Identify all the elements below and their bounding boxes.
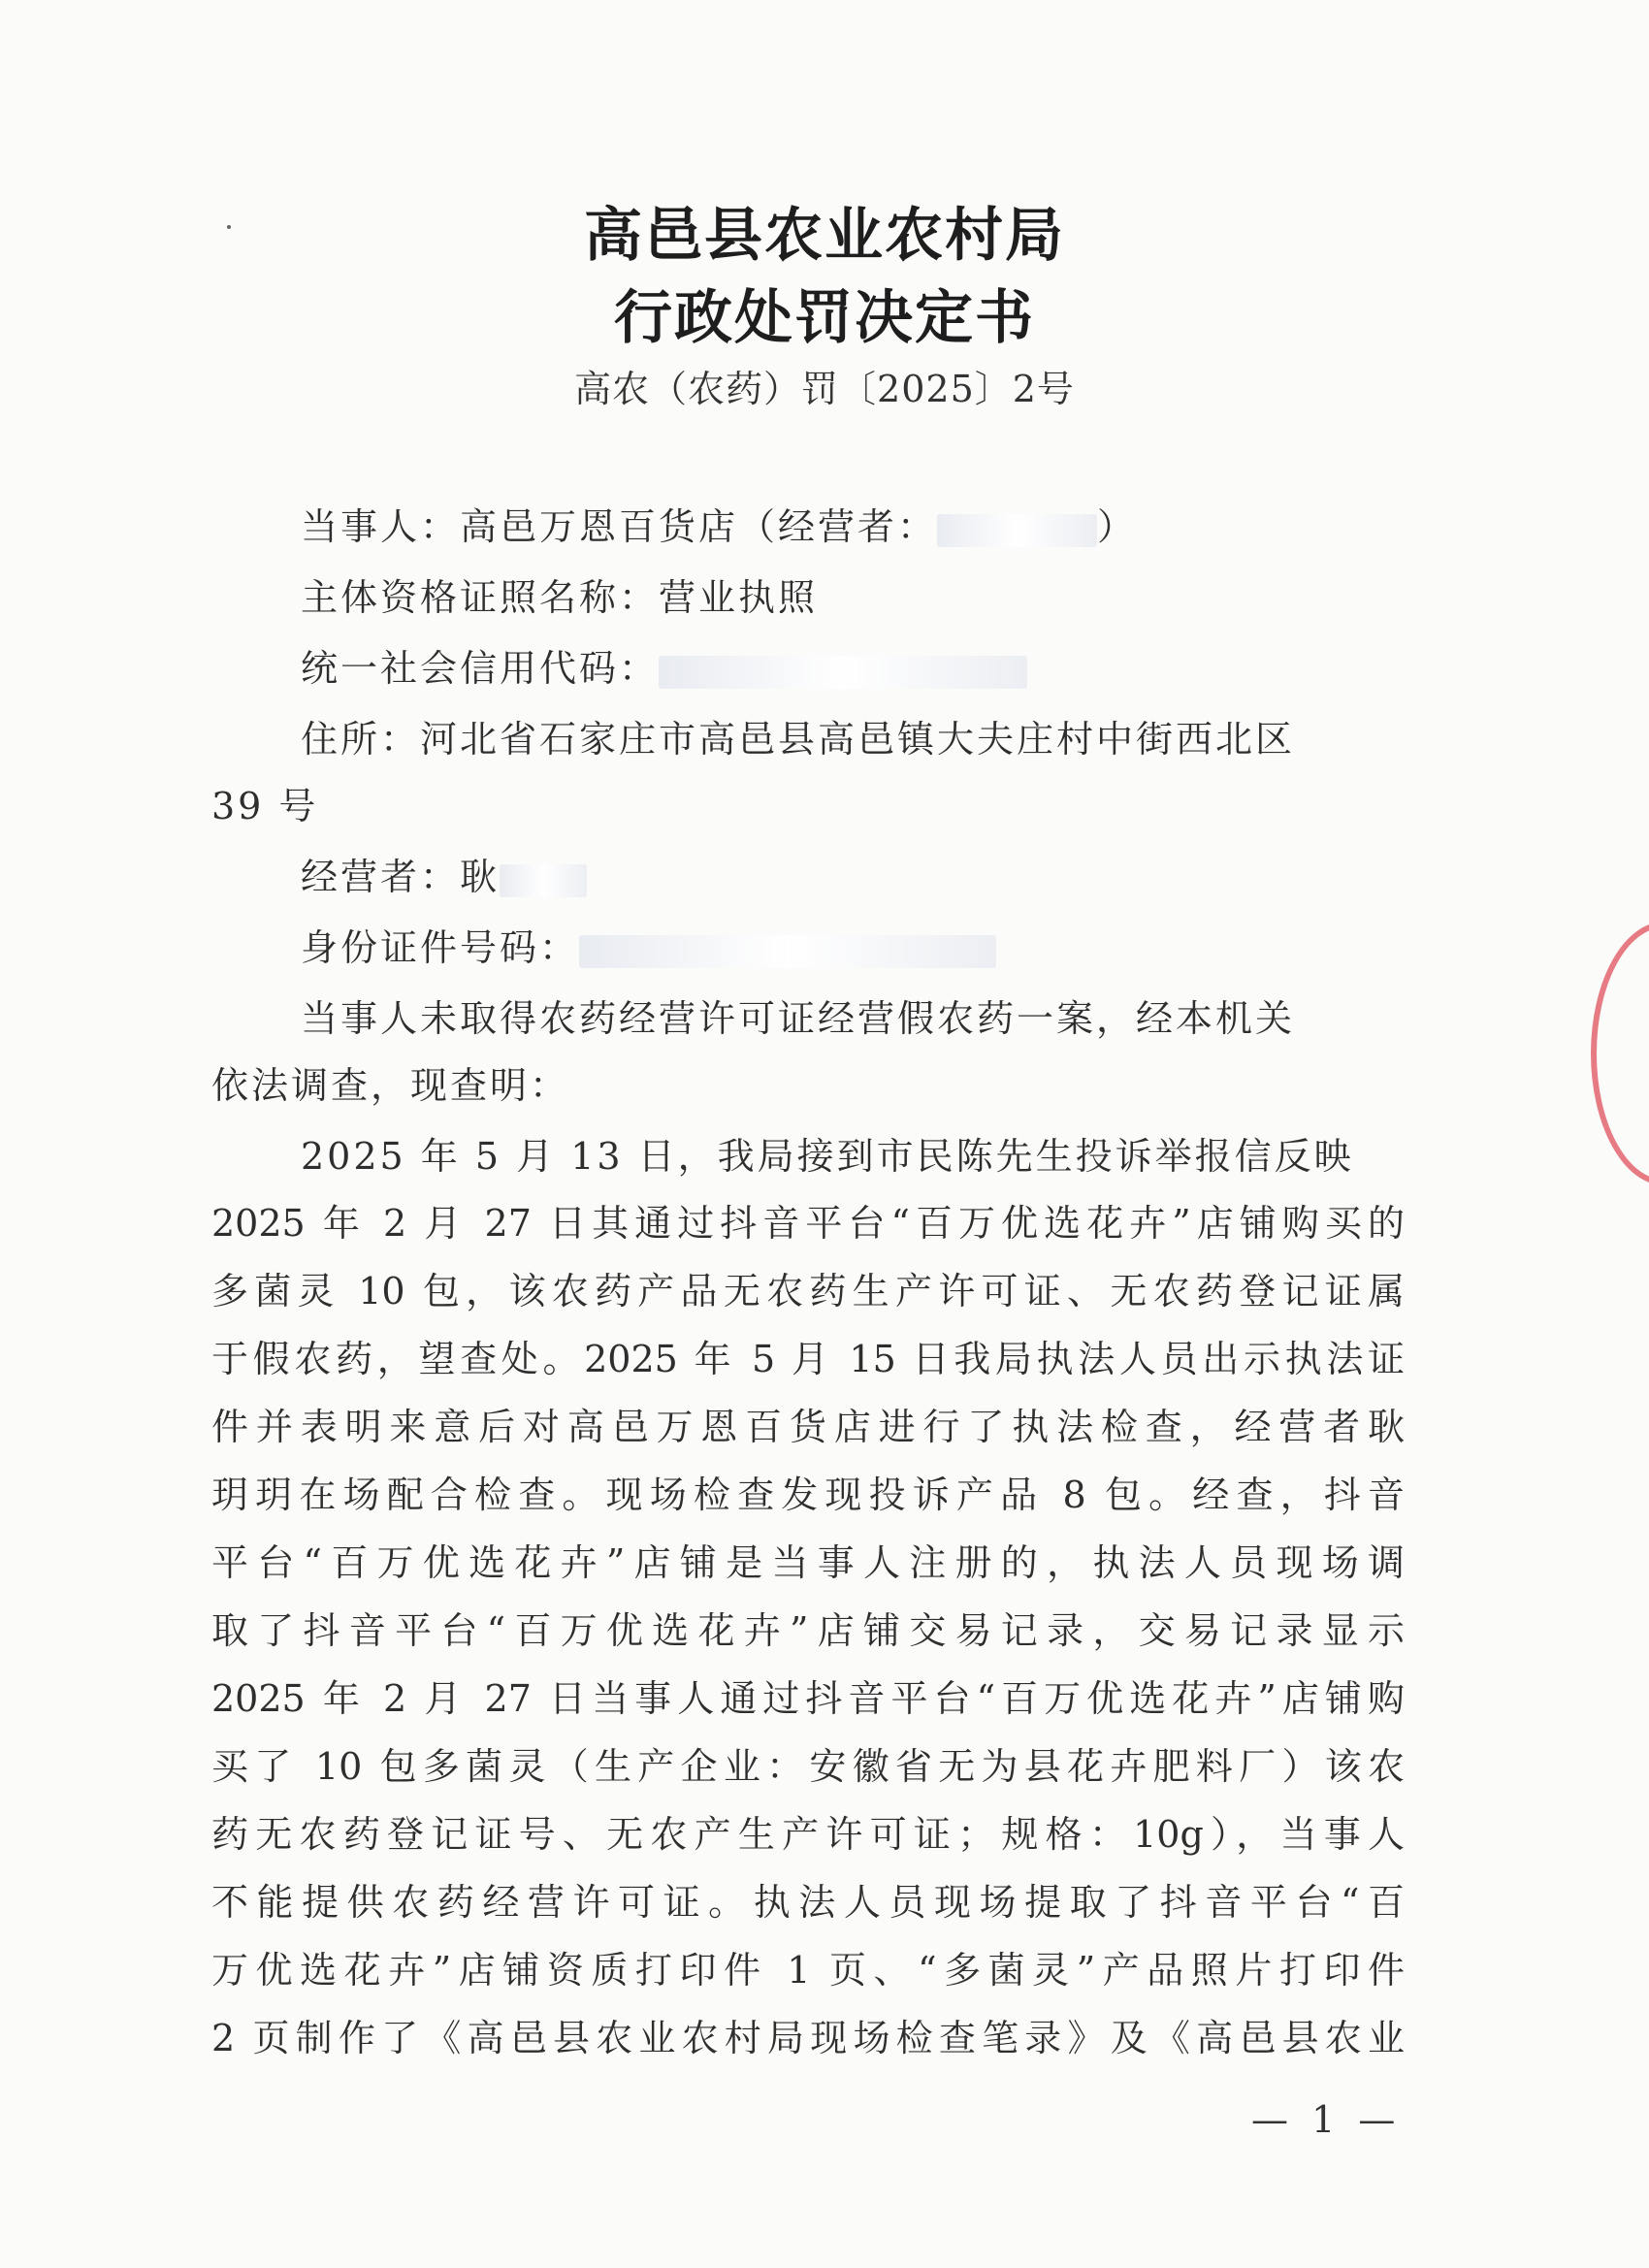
- redacted-id-number: [579, 935, 996, 968]
- document-number: 高农（农药）罚〔2025〕2号: [574, 368, 1075, 410]
- party-name-close: ）: [1097, 505, 1138, 548]
- party-name-text: 当事人：高邑万恩百货店（经营者：: [301, 505, 938, 548]
- body-line: 不能提供农药经营许可证。执法人员现场提取了抖音平台“百: [211, 1881, 1405, 1924]
- license-line: 主体资格证照名称：营业执照: [301, 576, 819, 619]
- operator-label: 经营者：耿: [301, 856, 501, 898]
- credit-code-line: [301, 638, 1027, 692]
- address-line-1: 住所：河北省石家庄市高邑县高邑镇大夫庄村中街西北区: [301, 718, 1296, 761]
- body-line: 2025 年 2 月 27 日其通过抖音平台“百万优选花卉”店铺购买的: [211, 1202, 1405, 1245]
- body-line: 药无农药登记证号、无农产生产许可证；规格：10g），当事人: [211, 1813, 1405, 1856]
- body-line: 平台“百万优选花卉”店铺是当事人注册的，执法人员现场调: [211, 1541, 1405, 1584]
- official-seal-edge: [1591, 922, 1649, 1185]
- body-line: 多菌灵 10 包，该农药产品无农药生产许可证、无农药登记证属: [211, 1270, 1405, 1312]
- id-number-line: [301, 918, 996, 971]
- body-line: 件并表明来意后对高邑万恩百货店进行了执法检查，经营者耿: [211, 1406, 1405, 1448]
- body-line: 买了 10 包多菌灵（生产企业：安徽省无为县花卉肥料厂）该农: [211, 1745, 1405, 1788]
- id-label: 身份证件号码：: [301, 926, 580, 969]
- redacted-operator: [937, 514, 1097, 547]
- operator-line: [301, 847, 587, 900]
- body-line: 2025 年 5 月 13 日，我局接到市民陈先生投诉举报信反映: [301, 1135, 1354, 1178]
- page-number: — 1 —: [1251, 2098, 1402, 2141]
- body-line: 取了抖音平台“百万优选花卉”店铺交易记录，交易记录显示: [211, 1609, 1405, 1652]
- body-line: 2 页制作了《高邑县农业农村局现场检查笔录》及《高邑县农业: [211, 2017, 1405, 2059]
- body-line: 当事人未取得农药经营许可证经营假农药一案，经本机关: [301, 997, 1296, 1040]
- body-line: 于假农药，望查处。2025 年 5 月 15 日我局执法人员出示执法证: [211, 1338, 1405, 1380]
- credit-code-label: 统一社会信用代码：: [301, 647, 660, 690]
- redacted-operator-name: [500, 864, 587, 897]
- document-title: 高邑县农业农村局: [584, 202, 1065, 270]
- body-line: 依法调查，现查明：: [211, 1064, 570, 1107]
- address-line-2: 39 号: [211, 785, 319, 827]
- party-name-line: [301, 497, 1137, 550]
- document-subtitle: 行政处罚决定书: [614, 284, 1035, 352]
- body-line: 玥玥在场配合检查。现场检查发现投诉产品 8 包。经查，抖音: [211, 1474, 1405, 1516]
- redacted-credit-code: [659, 656, 1027, 689]
- body-line: 2025 年 2 月 27 日当事人通过抖音平台“百万优选花卉”店铺购: [211, 1677, 1405, 1720]
- body-line: 万优选花卉”店铺资质打印件 1 页、“多菌灵”产品照片打印件: [211, 1949, 1405, 1992]
